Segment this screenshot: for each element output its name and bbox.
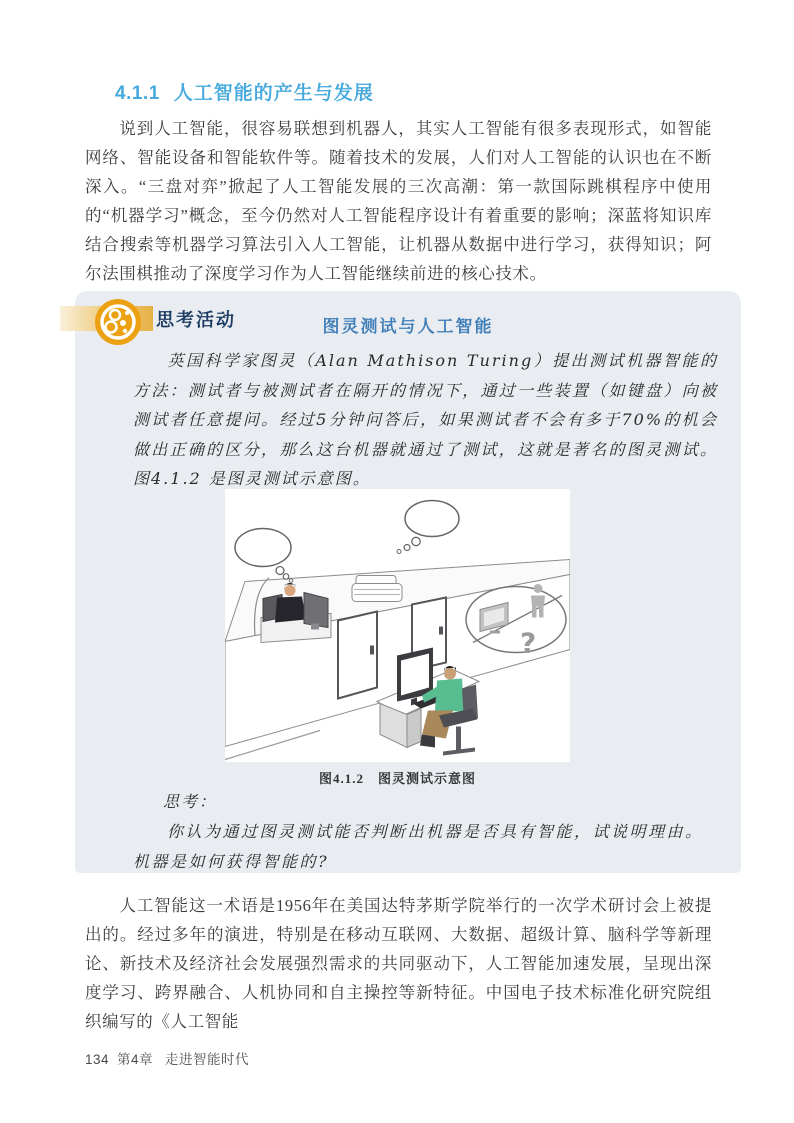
figure-caption: 图4.1.2 图灵测试示意图	[318, 771, 476, 786]
human-icon-body	[531, 596, 545, 607]
think-question-text: 你认为通过图灵测试能否判断出机器是否具有智能，试说明理由。机器是如何获得智能的?	[133, 822, 704, 871]
turing-test-figure	[225, 489, 570, 762]
section-heading	[115, 78, 374, 105]
intro-paragraph-text: 说到人工智能，很容易联想到机器人，其实人工智能有很多表现形式，如智能网络、智能设备和智能软件等。随着技术的发展，人们对人工智能的认识也在不断深入。“三盘对弈”掀起了人工智能发展的三次高潮：第一款国际跳棋程序中使用的“机器学习”概念，至今仍然对人工智能程序设计有着重要的影响；深蓝将知识库结合搜索等机器学习算法引入人工智能，让机器从数据中进行学习，获得知识；阿尔法围棋推动了深度学习作为人工智能继续前进的核心技术。	[85, 119, 712, 283]
activity-body-text: 英国科学家图灵（Alan Mathison Turing）提出测试机器智能的方法：测试者与被测试者在隔开的情况下，通过一些装置（如键盘）向被测试者任意提问。经过5分钟问答后，如果测试者不会有多于70%的机会做出正确的区分，那么这台机器就通过了测试，这就是著名的图灵测试。图4.1.2 是图灵测试示意图。	[133, 351, 718, 488]
subject-head	[444, 668, 456, 680]
bubble-trail-dot	[412, 537, 420, 545]
think-question	[133, 817, 718, 877]
door-left	[338, 612, 377, 699]
closing-paragraph	[85, 891, 712, 1036]
section-title: 人工智能的产生与发展	[173, 83, 374, 104]
subject-shoe	[420, 735, 435, 748]
human-icon-leg	[539, 607, 544, 618]
bubble-trail-dot	[289, 579, 293, 583]
tester-monitor-right	[304, 593, 328, 628]
bubble-trail-dot	[404, 545, 410, 551]
chapter-title: 走进智能时代	[165, 1052, 250, 1067]
bubble-trail-dot	[397, 550, 401, 554]
computer-stand	[490, 631, 500, 634]
tester-suit	[275, 597, 306, 623]
turing-test-illustration	[225, 489, 570, 762]
printer-body	[352, 584, 402, 602]
chapter-number: 第4章	[117, 1052, 154, 1067]
desk-cabinet-side	[407, 709, 421, 748]
page-number: 134	[85, 1052, 110, 1067]
section-number: 4.1.1	[115, 83, 160, 104]
activity-body	[133, 346, 718, 494]
thought-bubble-right	[405, 501, 459, 537]
bubbles-cluster-icon	[94, 298, 142, 346]
question-mark: ?	[520, 626, 537, 660]
bubble-trail-dot	[276, 567, 284, 575]
activity-title: 图灵测试与人工智能	[322, 317, 494, 336]
door-right-handle	[439, 627, 443, 635]
bubble-trail-dot	[283, 574, 289, 580]
think-label: 思考：	[163, 792, 218, 811]
tester-head	[285, 585, 296, 596]
activity-label: 思考活动	[156, 310, 236, 330]
closing-paragraph-text: 人工智能这一术语是1956年在美国达特茅斯学院举行的一次学术研讨会上被提出的。经过多年的演进，特别是在移动互联网、大数据、超级计算、脑科学等新理论、新技术及经济社会发展强烈需求的共同驱动下，人工智能加速发展，呈现出深度学习、跨界融合、人机协同和自主操控等新特征。中国电子技术标准化研究院组织编写的《人工智能	[85, 896, 712, 1031]
door-left-handle	[370, 646, 374, 655]
thought-bubble-left	[235, 529, 291, 567]
page-footer	[85, 1048, 249, 1068]
monitor-stand	[311, 624, 319, 630]
chair-leg	[456, 727, 461, 753]
bubbles-cluster-icon-svg	[94, 298, 142, 346]
human-icon-leg	[532, 607, 537, 618]
intro-paragraph	[85, 114, 712, 288]
human-icon	[534, 584, 543, 593]
activity-box	[75, 291, 741, 873]
